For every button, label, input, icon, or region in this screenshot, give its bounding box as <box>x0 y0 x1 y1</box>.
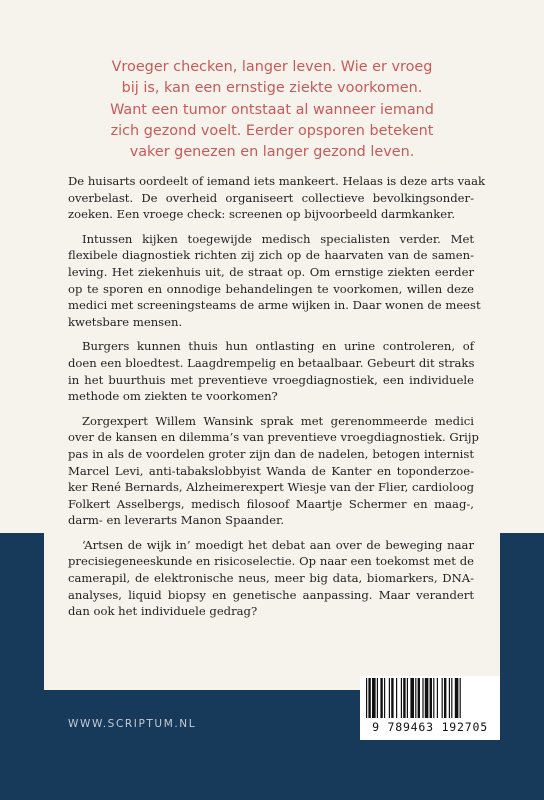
text-line: overbelast. De overheid organiseert collectieve bevolkingsonder- <box>68 190 474 205</box>
barcode-bar <box>384 678 385 718</box>
barcode-bar <box>403 678 405 718</box>
paragraph-1 <box>68 173 486 223</box>
barcode-bar <box>430 678 432 718</box>
text-line: Burgers kunnen thuis hun ontlasting en urine controleren, of <box>82 339 474 354</box>
paragraph-4 <box>68 413 479 529</box>
publisher-website: WWW.SCRIPTUM.NL <box>68 718 197 730</box>
blurb-line: Vroeger checken, langer leven. Wie er vroeg <box>111 59 433 75</box>
text-line: doen een bloedtest. Laagdrempelig en betaalbaar. Gebeurt dit straks <box>68 355 475 370</box>
barcode-bar <box>442 678 443 718</box>
barcode-bar <box>425 678 429 718</box>
barcode-bar <box>418 678 420 718</box>
barcode-bar <box>415 678 416 718</box>
text-line: zoeken. Een vroege check: screenen op bijvoorbeeld darmkanker. <box>68 207 456 222</box>
paragraph-3 <box>68 338 474 404</box>
barcode-bar <box>391 678 393 718</box>
paragraph-5 <box>68 537 474 620</box>
text-line: camerapil, de elektronische neus, meer big data, biomarkers, DNA- <box>68 571 474 586</box>
blurb-line: bij is, kan een ernstige ziekte voorkomen. <box>121 80 423 97</box>
isbn-digits: 9 789463 192705 <box>372 720 488 734</box>
text-line: Folkert Asselbergs, medisch filosoof Maartje Schermer en maag-, <box>68 496 474 511</box>
text-line: ‘Artsen de wijk in’ moedigt het debat aan over de beweging naar <box>82 537 474 552</box>
text-line: leving. Het ziekenhuis uit, de straat op. Om ernstige ziekten eerder <box>68 264 474 279</box>
barcode-bar <box>455 678 459 718</box>
barcode-bar <box>433 678 434 718</box>
text-line: methode om ziekten te voorkomen? <box>68 389 278 404</box>
blurb-line: zich gezond voelt. Eerder opsporen betekent <box>110 122 434 139</box>
text-line: pas in als de voordelen groter zijn dan de nadelen, betogen internist <box>68 446 474 461</box>
barcode-bar <box>451 678 452 718</box>
barcode-bar <box>389 678 390 718</box>
barcode-bar <box>396 678 397 718</box>
back-cover-body-text <box>68 173 486 628</box>
barcode-bar <box>401 678 402 718</box>
tagline-blurb <box>44 57 500 163</box>
barcode-bar <box>437 678 438 718</box>
barcode-bars-icon <box>366 678 494 722</box>
isbn-barcode <box>360 676 500 740</box>
barcode-bar <box>366 678 367 718</box>
text-line: op te sporen en onnodige behandelingen te voorkomen, willen deze <box>68 281 474 296</box>
text-line: Marcel Levi, anti-tabakslobbyist Wanda de Kanter en toponderzoe- <box>68 463 474 478</box>
blurb-line: vaker genezen en langer gezond leven. <box>129 144 415 161</box>
text-line: over de kansen en dilemma’s van preventieve vroegdiagnostiek. Grijp <box>68 430 479 445</box>
barcode-bar <box>460 678 461 718</box>
text-line: De huisarts oordeelt of iemand iets mankeert. Helaas is deze arts vaak <box>68 174 486 188</box>
text-line: ker René Bernards, Alzheimerexpert Wiesje van der Flier, cardioloog <box>68 480 475 495</box>
barcode-bar <box>444 678 446 718</box>
text-line: dan ook het individuele gedrag? <box>68 604 258 619</box>
paragraph-2 <box>68 231 481 331</box>
barcode-bar <box>422 678 423 718</box>
text-line: darm- en leverarts Manon Spaander. <box>68 513 285 528</box>
text-line: kwetsbare mensen. <box>68 314 183 329</box>
barcode-bar <box>380 678 382 718</box>
barcode-bar <box>449 678 450 718</box>
text-line: Intussen kijken toegewijde medisch specialisten verder. Met <box>82 231 474 246</box>
barcode-bar <box>372 678 376 718</box>
barcode-bar <box>368 678 370 718</box>
text-line: flexibele diagnostiek richten zij zich op de haarvaten van de samen- <box>68 248 474 263</box>
barcode-bar <box>410 678 414 718</box>
text-line: medici met screeningsteams de arme wijken in. Daar wonen de meest <box>68 298 481 313</box>
text-line: Zorgexpert Willem Wansink sprak met gerenommeerde medici <box>82 413 474 428</box>
text-line: in het buurthuis met preventieve vroegdiagnostiek, een individuele <box>68 372 474 387</box>
barcode-bar <box>407 678 408 718</box>
text-line: precisiegeneeskunde en risicoselectie. Op naar een toekomst met de <box>68 554 474 569</box>
text-line: analyses, liquid biopsy en genetische aanpassing. Maar verandert <box>68 587 474 602</box>
blurb-line: Want een tumor ontstaat al wanneer iemand <box>110 101 434 118</box>
barcode-bar <box>377 678 378 718</box>
